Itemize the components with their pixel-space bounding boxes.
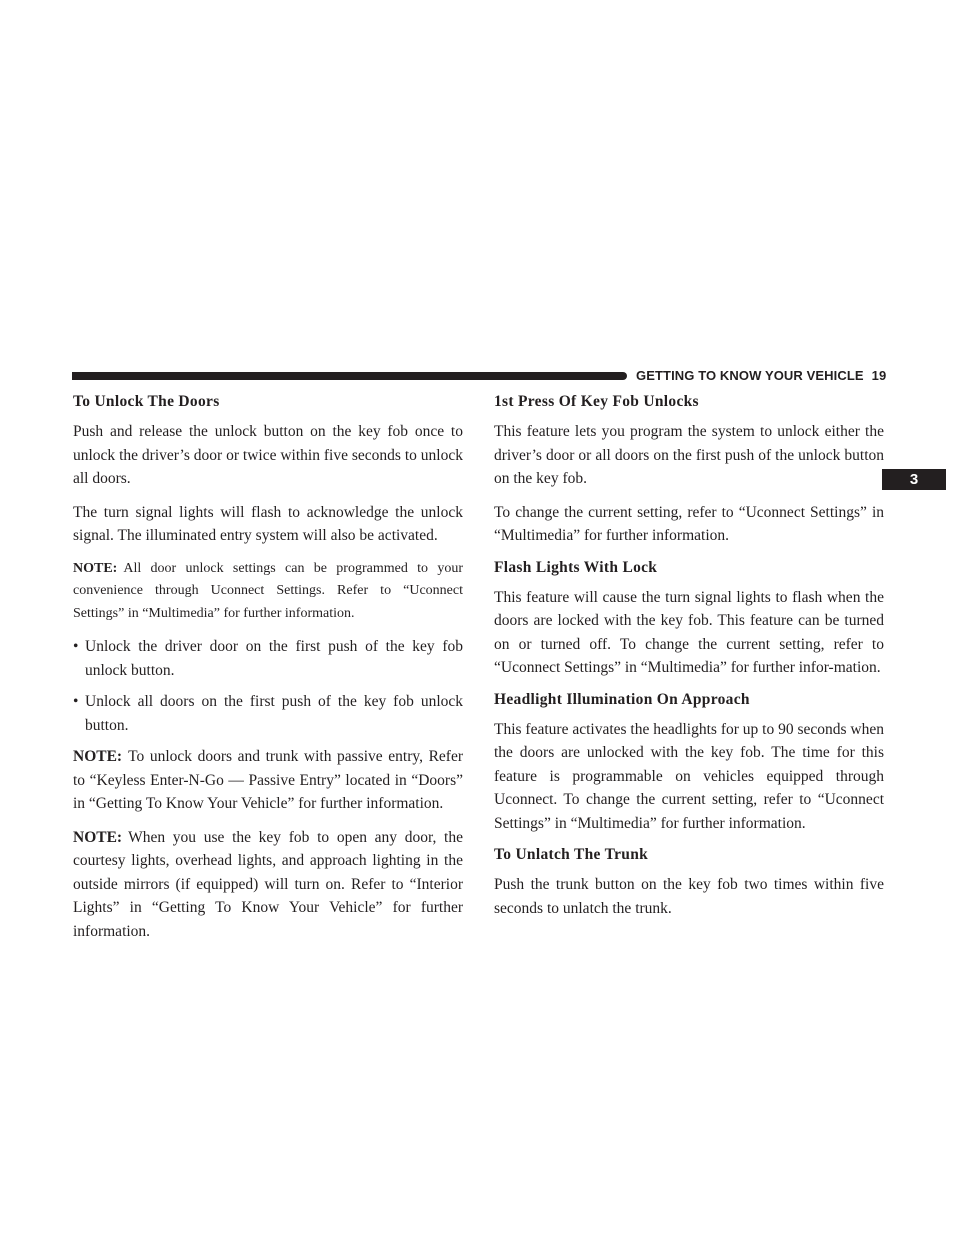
paragraph: This feature will cause the turn signal lights to flash when the doors are locked with the key fob. This feature can be turned on or turned off. To change the current setting, refer to “Uconnect Settings” in “Multimedia” for further infor-mation. (494, 588, 884, 676)
bullet-icon: • (73, 693, 79, 710)
paragraph: Push and release the unlock button on the key fob once to unlock the driver’s door or twice within five seconds to unlock all doors. (73, 423, 463, 487)
note-text: All door unlock settings can be programmed to your convenience through Uconnect Settings. Refer to “Uconnect Settings” in “Multimedia” for further information. (73, 560, 463, 621)
paragraph: Push the trunk button on the key fob two times within five seconds to unlatch the trunk. (494, 876, 884, 917)
section (494, 392, 884, 548)
paragraph: This feature lets you program the system to unlock either the driver’s door or all doors on the first push of the unlock button on the key fob. (494, 423, 884, 487)
section (494, 690, 884, 836)
paragraph: This feature activates the headlights for up to 90 seconds when the doors are unlocked with the key fob. The time for this feature is programmable on vehicles equipped through Uconnect. To change the current setting, refer to “Uconnect Settings” in “Multimedia” for further information. (494, 720, 884, 832)
paragraph: To change the current setting, refer to “Uconnect Settings” in “Multimedia” for further information. (494, 503, 884, 544)
right-column (494, 392, 884, 930)
note-text: To unlock doors and trunk with passive entry, Refer to “Keyless Enter-N-Go — Passive Entry” located in “Doors” in “Getting To Know Your Vehicle” for further information. (73, 748, 463, 812)
header-rule (72, 372, 627, 380)
bullet-icon: • (73, 638, 79, 655)
chapter-tab: 3 (882, 469, 946, 490)
note-text: When you use the key fob to open any door, the courtesy lights, overhead lights, and approach lighting in the outside mirrors (if equipped) will turn on. Refer to “Interior Lights” in “Getting To Know Your Vehicle” for further information. (73, 828, 463, 940)
section-heading: Flash Lights With Lock (494, 558, 658, 576)
section-heading: To Unlatch The Trunk (494, 846, 649, 863)
page-number: 19 (871, 368, 887, 383)
section (494, 558, 884, 680)
note-label: NOTE: (73, 560, 118, 576)
section-heading: Headlight Illumination On Approach (494, 690, 750, 708)
note (73, 826, 463, 944)
section-heading-unlock-doors: To Unlock The Doors (73, 393, 220, 410)
section (494, 845, 884, 920)
note (73, 558, 463, 626)
running-header (636, 367, 886, 385)
left-column (73, 392, 463, 953)
paragraph: The turn signal lights will flash to acknowledge the unlock signal. The illuminated entry system will also be activated. (73, 503, 463, 544)
list-item (73, 690, 463, 737)
note-label: NOTE: (73, 828, 123, 846)
list-item (73, 635, 463, 682)
list-item-text: Unlock the driver door on the first push of the key fob unlock button. (85, 638, 463, 679)
header-title: GETTING TO KNOW YOUR VEHICLE (636, 368, 864, 383)
section-heading: 1st Press Of Key Fob Unlocks (494, 393, 699, 410)
note-label: NOTE: (73, 748, 123, 765)
list-item-text: Unlock all doors on the first push of the key fob unlock button. (85, 693, 463, 734)
note (73, 745, 463, 816)
